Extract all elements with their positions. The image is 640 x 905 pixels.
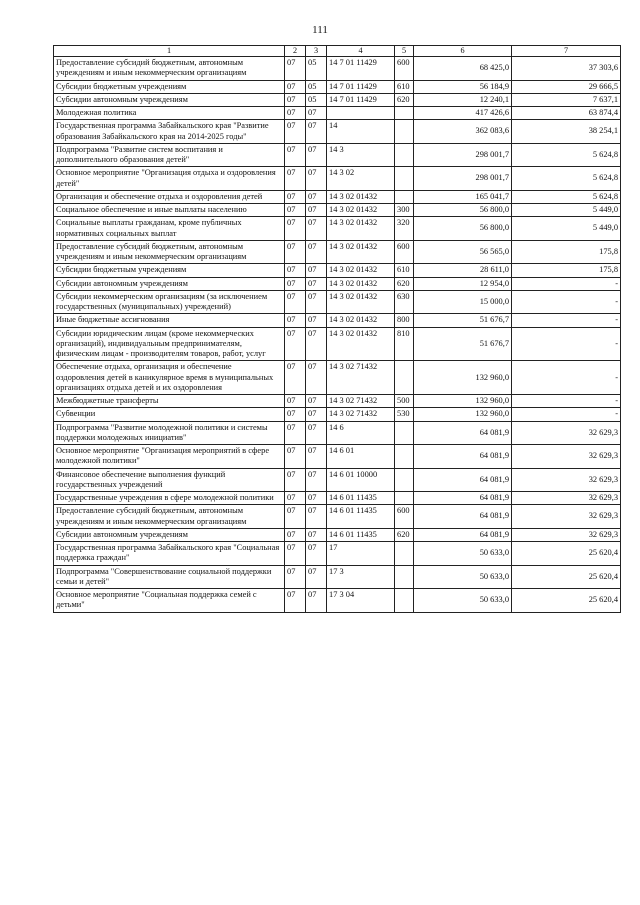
expense-type-code	[395, 107, 414, 120]
subsection-code: 05	[306, 93, 327, 106]
amount-col6: 28 611,0	[414, 264, 512, 277]
subsection-code: 07	[306, 190, 327, 203]
item-name: Молодежная политика	[54, 107, 285, 120]
section-code: 07	[285, 107, 306, 120]
target-article-code: 14 6 01 11435	[327, 505, 395, 529]
item-name: Субсидии автономным учреждениям	[54, 277, 285, 290]
amount-col7: 7 637,1	[512, 93, 621, 106]
amount-col7: -	[512, 314, 621, 327]
expense-type-code: 300	[395, 204, 414, 217]
table-row	[54, 589, 621, 613]
item-name: Субсидии юридическим лицам (кроме некоммерческих организаций), индивидуальным предпринимателям, физическим лицам - производителям товаров, работ, услуг	[54, 327, 285, 361]
amount-col6: 298 001,7	[414, 143, 512, 167]
subsection-code: 07	[306, 167, 327, 191]
section-code: 07	[285, 190, 306, 203]
header-cell: 6	[414, 46, 512, 57]
amount-col6: 132 960,0	[414, 361, 512, 395]
amount-col6: 362 083,6	[414, 120, 512, 144]
section-code: 07	[285, 395, 306, 408]
section-code: 07	[285, 167, 306, 191]
section-code: 07	[285, 204, 306, 217]
section-code: 07	[285, 277, 306, 290]
item-name: Предоставление субсидий бюджетным, автономным учреждениям и иным некоммерческим организациям	[54, 505, 285, 529]
table-row	[54, 408, 621, 421]
expense-type-code: 500	[395, 395, 414, 408]
amount-col6: 165 041,7	[414, 190, 512, 203]
subsection-code: 07	[306, 361, 327, 395]
expense-type-code: 600	[395, 57, 414, 81]
amount-col7: 32 629,3	[512, 492, 621, 505]
amount-col7: -	[512, 327, 621, 361]
section-code: 07	[285, 589, 306, 613]
target-article-code: 17	[327, 542, 395, 566]
subsection-code: 07	[306, 421, 327, 445]
item-name: Социальное обеспечение и иные выплаты населению	[54, 204, 285, 217]
table-row	[54, 505, 621, 529]
table-row	[54, 314, 621, 327]
amount-col6: 12 240,1	[414, 93, 512, 106]
header-cell: 3	[306, 46, 327, 57]
item-name: Субвенции	[54, 408, 285, 421]
target-article-code: 14 6 01	[327, 445, 395, 469]
subsection-code: 07	[306, 217, 327, 241]
amount-col6: 50 633,0	[414, 565, 512, 589]
subsection-code: 07	[306, 505, 327, 529]
amount-col6: 64 081,9	[414, 421, 512, 445]
target-article-code: 14 3 02 01432	[327, 240, 395, 264]
item-name: Социальные выплаты гражданам, кроме публичных нормативных социальных выплат	[54, 217, 285, 241]
target-article-code: 14 3 02	[327, 167, 395, 191]
amount-col6: 132 960,0	[414, 395, 512, 408]
table-row	[54, 190, 621, 203]
target-article-code: 14 7 01 11429	[327, 80, 395, 93]
section-code: 07	[285, 264, 306, 277]
table-row	[54, 80, 621, 93]
amount-col7: 37 303,6	[512, 57, 621, 81]
expense-type-code: 530	[395, 408, 414, 421]
item-name: Основное мероприятие "Социальная поддержка семей с детьми"	[54, 589, 285, 613]
target-article-code: 14 3	[327, 143, 395, 167]
item-name: Подпрограмма "Развитие молодежной политики и системы поддержки молодежных инициатив"	[54, 421, 285, 445]
item-name: Подпрограмма "Развитие систем воспитания и дополнительного образования детей"	[54, 143, 285, 167]
expense-type-code	[395, 445, 414, 469]
item-name: Субсидии бюджетным учреждениям	[54, 80, 285, 93]
section-code: 07	[285, 492, 306, 505]
expense-type-code: 800	[395, 314, 414, 327]
amount-col6: 56 800,0	[414, 204, 512, 217]
expense-type-code	[395, 565, 414, 589]
target-article-code: 14 6	[327, 421, 395, 445]
amount-col6: 56 184,9	[414, 80, 512, 93]
section-code: 07	[285, 421, 306, 445]
amount-col7: 32 629,3	[512, 528, 621, 541]
subsection-code: 07	[306, 468, 327, 492]
table-row	[54, 277, 621, 290]
table-row	[54, 290, 621, 314]
table-row	[54, 565, 621, 589]
table-row	[54, 204, 621, 217]
amount-col7: 29 666,5	[512, 80, 621, 93]
amount-col7: 32 629,3	[512, 445, 621, 469]
expense-type-code: 600	[395, 505, 414, 529]
subsection-code: 07	[306, 204, 327, 217]
target-article-code: 17 3	[327, 565, 395, 589]
amount-col6: 417 426,6	[414, 107, 512, 120]
table-row	[54, 143, 621, 167]
subsection-code: 07	[306, 492, 327, 505]
amount-col7: 32 629,3	[512, 505, 621, 529]
section-code: 07	[285, 445, 306, 469]
table-row	[54, 492, 621, 505]
section-code: 07	[285, 327, 306, 361]
target-article-code: 14 7 01 11429	[327, 57, 395, 81]
amount-col6: 50 633,0	[414, 542, 512, 566]
amount-col6: 12 954,0	[414, 277, 512, 290]
table-row	[54, 361, 621, 395]
item-name: Предоставление субсидий бюджетным, автономным учреждениям и иным некоммерческим организациям	[54, 240, 285, 264]
amount-col6: 64 081,9	[414, 528, 512, 541]
expense-type-code	[395, 361, 414, 395]
section-code: 07	[285, 528, 306, 541]
section-code: 07	[285, 57, 306, 81]
target-article-code: 14 6 01 11435	[327, 492, 395, 505]
target-article-code: 14 3 02 01432	[327, 264, 395, 277]
amount-col6: 64 081,9	[414, 468, 512, 492]
item-name: Подпрограмма "Совершенствование социальной поддержки семьи и детей"	[54, 565, 285, 589]
subsection-code: 05	[306, 80, 327, 93]
amount-col6: 64 081,9	[414, 492, 512, 505]
target-article-code: 14	[327, 120, 395, 144]
item-name: Межбюджетные трансферты	[54, 395, 285, 408]
amount-col7: 5 624,8	[512, 190, 621, 203]
item-name: Государственные учреждения в сфере молодежной политики	[54, 492, 285, 505]
amount-col7: -	[512, 290, 621, 314]
expense-type-code	[395, 143, 414, 167]
header-row	[54, 46, 621, 57]
header-cell: 7	[512, 46, 621, 57]
section-code: 07	[285, 217, 306, 241]
expense-type-code	[395, 421, 414, 445]
table-row	[54, 421, 621, 445]
subsection-code: 07	[306, 277, 327, 290]
expense-type-code: 610	[395, 264, 414, 277]
expense-type-code	[395, 468, 414, 492]
section-code: 07	[285, 143, 306, 167]
item-name: Государственная программа Забайкальского края "Развитие образования Забайкальского края на 2014-2025 годы"	[54, 120, 285, 144]
item-name: Основное мероприятие "Организация отдыха и оздоровления детей"	[54, 167, 285, 191]
section-code: 07	[285, 408, 306, 421]
subsection-code: 07	[306, 528, 327, 541]
amount-col7: 5 624,8	[512, 167, 621, 191]
item-name: Организация и обеспечение отдыха и оздоровления детей	[54, 190, 285, 203]
expense-type-code	[395, 589, 414, 613]
subsection-code: 07	[306, 445, 327, 469]
item-name: Основное мероприятие "Организация мероприятий в сфере молодежной политики"	[54, 445, 285, 469]
item-name: Субсидии некоммерческим организациям (за исключением государственных (муниципальных) учреждений)	[54, 290, 285, 314]
expense-type-code: 610	[395, 80, 414, 93]
amount-col7: 25 620,4	[512, 542, 621, 566]
subsection-code: 07	[306, 264, 327, 277]
table-row	[54, 57, 621, 81]
target-article-code: 14 7 01 11429	[327, 93, 395, 106]
section-code: 07	[285, 565, 306, 589]
table-row	[54, 395, 621, 408]
table-row	[54, 107, 621, 120]
table-row	[54, 217, 621, 241]
target-article-code: 14 3 02 01432	[327, 204, 395, 217]
target-article-code: 14 3 02 01432	[327, 327, 395, 361]
header-cell: 2	[285, 46, 306, 57]
section-code: 07	[285, 542, 306, 566]
subsection-code: 07	[306, 107, 327, 120]
table-row	[54, 93, 621, 106]
amount-col6: 68 425,0	[414, 57, 512, 81]
page-number: 111	[312, 24, 328, 36]
amount-col7: 25 620,4	[512, 589, 621, 613]
expense-type-code: 620	[395, 93, 414, 106]
section-code: 07	[285, 361, 306, 395]
amount-col6: 56 565,0	[414, 240, 512, 264]
amount-col6: 15 000,0	[414, 290, 512, 314]
table-row	[54, 468, 621, 492]
table-row	[54, 542, 621, 566]
target-article-code	[327, 107, 395, 120]
section-code: 07	[285, 468, 306, 492]
target-article-code: 14 3 02 01432	[327, 314, 395, 327]
section-code: 07	[285, 290, 306, 314]
expense-type-code: 810	[395, 327, 414, 361]
amount-col7: -	[512, 277, 621, 290]
header-cell: 5	[395, 46, 414, 57]
subsection-code: 07	[306, 408, 327, 421]
amount-col6: 64 081,9	[414, 445, 512, 469]
target-article-code: 14 3 02 01432	[327, 190, 395, 203]
target-article-code: 14 3 02 01432	[327, 290, 395, 314]
section-code: 07	[285, 240, 306, 264]
expense-type-code	[395, 167, 414, 191]
amount-col7: 175,8	[512, 240, 621, 264]
amount-col6: 64 081,9	[414, 505, 512, 529]
expense-type-code	[395, 492, 414, 505]
amount-col7: -	[512, 408, 621, 421]
expense-type-code: 320	[395, 217, 414, 241]
item-name: Обеспечение отдыха, организация и обеспечение оздоровления детей в каникулярное время в муниципальных организациях отдыха детей и их оздоровления	[54, 361, 285, 395]
header-cell: 4	[327, 46, 395, 57]
budget-table	[53, 45, 621, 613]
subsection-code: 05	[306, 57, 327, 81]
section-code: 07	[285, 80, 306, 93]
item-name: Финансовое обеспечение выполнения функций государственных учреждений	[54, 468, 285, 492]
section-code: 07	[285, 505, 306, 529]
amount-col7: 63 874,4	[512, 107, 621, 120]
amount-col7: 5 624,8	[512, 143, 621, 167]
table-row	[54, 528, 621, 541]
subsection-code: 07	[306, 240, 327, 264]
item-name: Субсидии автономным учреждениям	[54, 93, 285, 106]
table-row	[54, 264, 621, 277]
header-cell: 1	[54, 46, 285, 57]
amount-col7: 5 449,0	[512, 217, 621, 241]
target-article-code: 14 3 02 01432	[327, 217, 395, 241]
expense-type-code: 630	[395, 290, 414, 314]
amount-col6: 50 633,0	[414, 589, 512, 613]
subsection-code: 07	[306, 314, 327, 327]
amount-col7: 32 629,3	[512, 468, 621, 492]
expense-type-code	[395, 542, 414, 566]
amount-col6: 51 676,7	[414, 314, 512, 327]
amount-col6: 132 960,0	[414, 408, 512, 421]
table-row	[54, 327, 621, 361]
section-code: 07	[285, 120, 306, 144]
item-name: Субсидии автономным учреждениям	[54, 528, 285, 541]
target-article-code: 14 3 02 71432	[327, 408, 395, 421]
expense-type-code: 620	[395, 277, 414, 290]
subsection-code: 07	[306, 327, 327, 361]
item-name: Государственная программа Забайкальского края "Социальная поддержка граждан"	[54, 542, 285, 566]
expense-type-code	[395, 120, 414, 144]
table-row	[54, 120, 621, 144]
subsection-code: 07	[306, 565, 327, 589]
table-row	[54, 240, 621, 264]
subsection-code: 07	[306, 589, 327, 613]
subsection-code: 07	[306, 395, 327, 408]
expense-type-code: 620	[395, 528, 414, 541]
subsection-code: 07	[306, 542, 327, 566]
amount-col7: 38 254,1	[512, 120, 621, 144]
amount-col6: 56 800,0	[414, 217, 512, 241]
target-article-code: 14 6 01 11435	[327, 528, 395, 541]
subsection-code: 07	[306, 143, 327, 167]
table-row	[54, 445, 621, 469]
target-article-code: 17 3 04	[327, 589, 395, 613]
item-name: Субсидии бюджетным учреждениям	[54, 264, 285, 277]
target-article-code: 14 3 02 71432	[327, 395, 395, 408]
amount-col7: 32 629,3	[512, 421, 621, 445]
item-name: Предоставление субсидий бюджетным, автономным учреждениям и иным некоммерческим организациям	[54, 57, 285, 81]
amount-col7: -	[512, 361, 621, 395]
subsection-code: 07	[306, 290, 327, 314]
target-article-code: 14 3 02 71432	[327, 361, 395, 395]
section-code: 07	[285, 93, 306, 106]
target-article-code: 14 3 02 01432	[327, 277, 395, 290]
amount-col7: -	[512, 395, 621, 408]
expense-type-code: 600	[395, 240, 414, 264]
table-row	[54, 167, 621, 191]
amount-col7: 175,8	[512, 264, 621, 277]
amount-col7: 5 449,0	[512, 204, 621, 217]
subsection-code: 07	[306, 120, 327, 144]
section-code: 07	[285, 314, 306, 327]
expense-type-code	[395, 190, 414, 203]
item-name: Иные бюджетные ассигнования	[54, 314, 285, 327]
amount-col6: 298 001,7	[414, 167, 512, 191]
amount-col7: 25 620,4	[512, 565, 621, 589]
amount-col6: 51 676,7	[414, 327, 512, 361]
target-article-code: 14 6 01 10000	[327, 468, 395, 492]
